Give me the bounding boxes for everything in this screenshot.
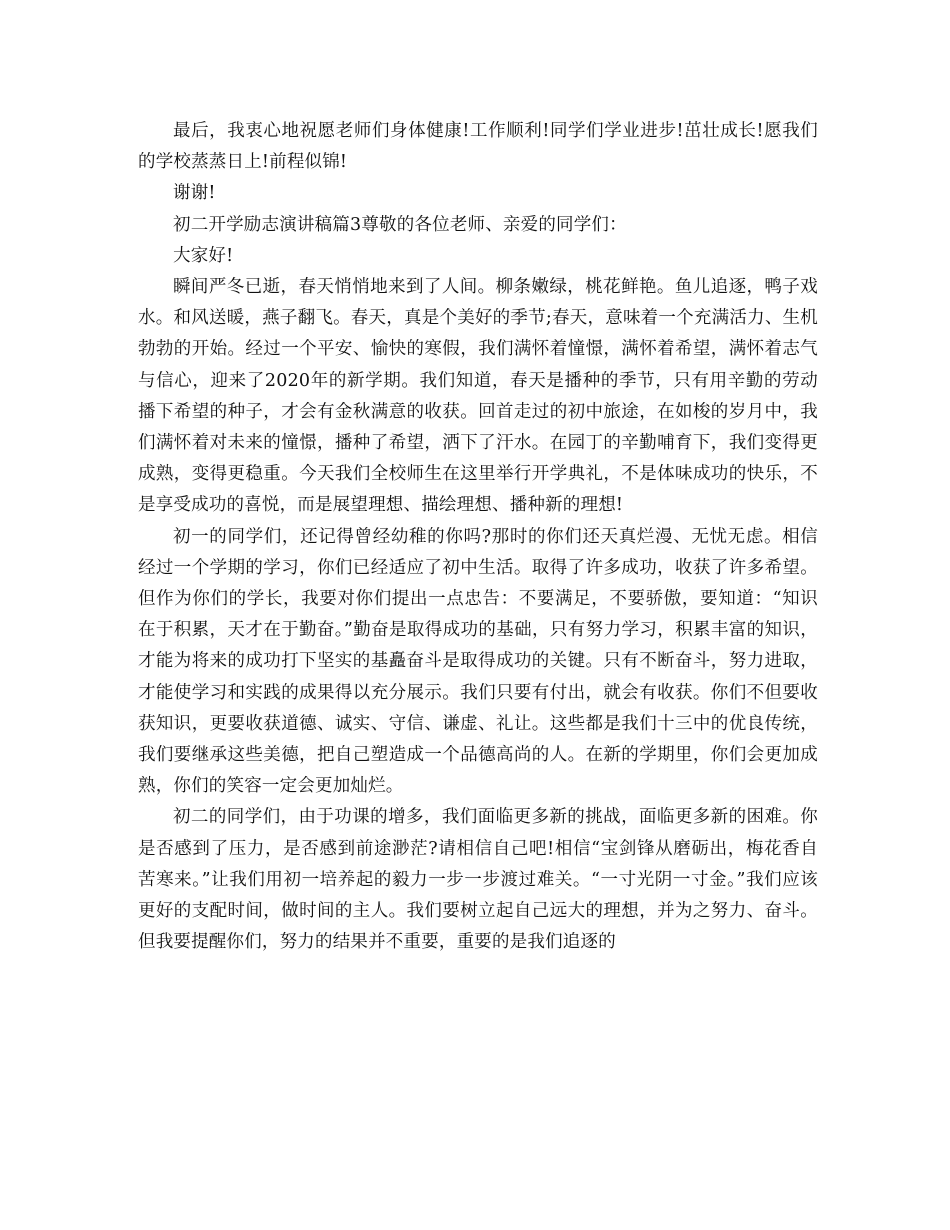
paragraph-spring: 瞬间严冬已逝，春天悄悄地来到了人间。柳条嫩绿，桃花鲜艳。鱼儿追逐，鸭子戏水。和风送暖，燕子翻飞。春天，真是个美好的季节;春天，意味着一个充满活力、生机勃勃的开始。经过一个平安、愉快的寒假，我们满怀着憧憬，满怀着希望，满怀着志气与信心，迎来了2020年的新学期。我们知道，春天是播种的季节，只有用辛勤的劳动播下希望的种子，才会有金秋满意的收获。回首走过的初中旅途，在如梭的岁月中，我们满怀着对未来的憧憬，播种了希望，洒下了汗水。在园丁的辛勤哺育下，我们变得更成熟，变得更稳重。今天我们全校师生在这里举行开学典礼，不是体味成功的快乐，不是享受成功的喜悦，而是展望理想、描绘理想、播种新的理想! <box>138 277 818 516</box>
paragraph-greeting: 大家好! <box>173 245 234 266</box>
speech-heading: 初二开学励志演讲稿篇3尊敬的各位老师、亲爱的同学们： <box>173 214 627 235</box>
paragraph-grade-one: 初一的同学们，还记得曾经幼稚的你吗?那时的你们还天真烂漫、无忧无虑。相信经过一个学期的学习，你们已经适应了初中生活。取得了许多成功，收获了许多希望。但作为你们的学长，我要对你们提出一点忠告：不要满足，不要骄傲，要知道：“知识在于积累，天才在于勤奋。”勤奋是取得成功的基础，只有努力学习，积累丰富的知识，才能为将来的成功打下坚实的基矗奋斗是取得成功的关键。只有不断奋斗，努力进取，才能使学习和实践的成果得以充分展示。我们只要有付出，就会有收获。你们不但要收获知识，更要收获道德、诚实、守信、谦虚、礼让。这些都是我们十三中的优良传统，我们要继承这些美德，把自己塑造成一个品德高尚的人。在新的学期里，你们会更加成熟，你们的笑容一定会更加灿烂。 <box>138 526 818 797</box>
document-body <box>138 116 818 958</box>
paragraph-closing-wishes: 最后，我衷心地祝愿老师们身体健康!工作顺利!同学们学业进步!茁壮成长!愿我们的学校蒸蒸日上!前程似锦! <box>138 121 818 173</box>
paragraph-grade-two: 初二的同学们，由于功课的增多，我们面临更多新的挑战，面临更多新的困难。你是否感到了压力，是否感到前途渺茫?请相信自己吧!相信“宝剑锋从磨砺出，梅花香自苦寒来。”让我们用初一培养起的毅力一步一步渡过难关。“一寸光阴一寸金。”我们应该更好的支配时间，做时间的主人。我们要树立起自己远大的理想，并为之努力、奋斗。但我要提醒你们，努力的结果并不重要，重要的是我们追逐的 <box>138 807 818 953</box>
paragraph-thanks: 谢谢! <box>173 183 216 204</box>
